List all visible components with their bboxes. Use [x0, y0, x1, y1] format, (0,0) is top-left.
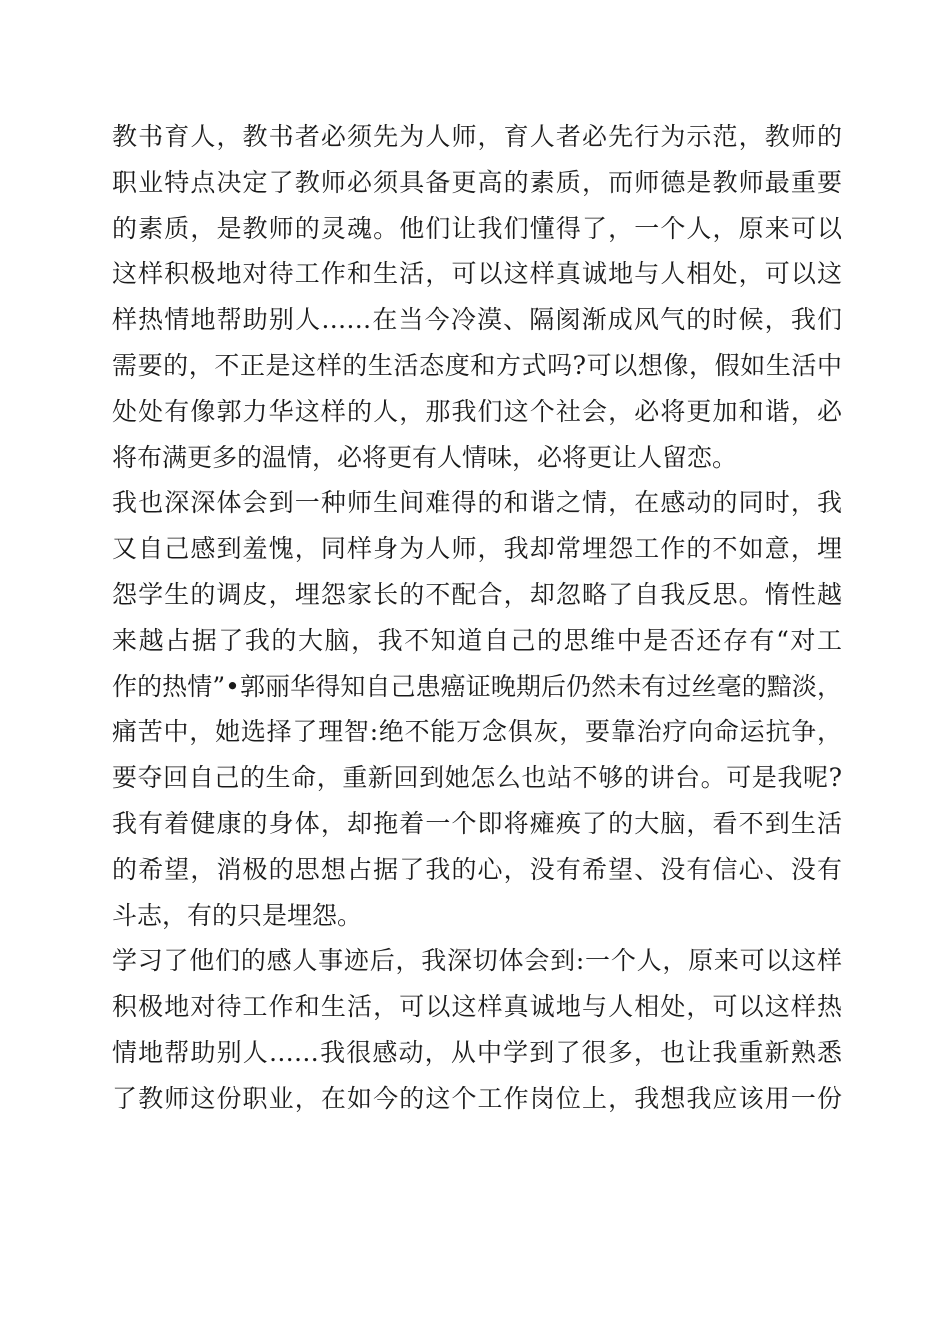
text-line: 我也深深体会到一种师生间难得的和谐之情，在感动的同时，我	[112, 488, 842, 518]
text-line: 的希望，消极的思想占据了我的心，没有希望、没有信心、没有	[112, 854, 842, 884]
text-line: 将布满更多的温情，必将更有人情味，必将更让人留恋。	[112, 442, 738, 472]
text-line: 需要的，不正是这样的生活态度和方式吗?可以想像，假如生活中	[112, 350, 842, 380]
text-line: 这样积极地对待工作和生活，可以这样真诚地与人相处，可以这	[112, 259, 842, 289]
text-line: 样热情地帮助别人……在当今冷漠、隔阂渐成风气的时候，我们	[112, 305, 842, 335]
text-line: 的素质，是教师的灵魂。他们让我们懂得了，一个人，原来可以	[112, 213, 842, 243]
text-line: 又自己感到羞愧，同样身为人师，我却常埋怨工作的不如意，埋	[112, 534, 842, 564]
text-line: 处处有像郭力华这样的人，那我们这个社会，必将更加和谐，必	[112, 396, 842, 426]
text-line: 积极地对待工作和生活，可以这样真诚地与人相处，可以这样热	[112, 992, 842, 1022]
text-line: 我有着健康的身体，却拖着一个即将瘫痪了的大脑，看不到生活	[112, 808, 842, 838]
body-text	[112, 114, 842, 1122]
text-line: 来越占据了我的大脑，我不知道自己的思维中是否还存有“对工	[112, 625, 842, 655]
text-line: 痛苦中，她选择了理智:绝不能万念俱灰，要靠治疗向命运抗争，	[112, 717, 842, 747]
text-line: 斗志，有的只是埋怨。	[112, 900, 363, 930]
text-line: 情地帮助别人……我很感动，从中学到了很多，也让我重新熟悉	[112, 1037, 842, 1067]
text-line: 作的热情”•郭丽华得知自己患癌证晚期后仍然未有过丝毫的黯淡，	[112, 671, 842, 701]
text-line: 了教师这份职业，在如今的这个工作岗位上，我想我应该用一份	[112, 1083, 842, 1113]
text-line: 怨学生的调皮，埋怨家长的不配合，却忽略了自我反思。惰性越	[112, 579, 842, 609]
text-line: 教书育人，教书者必须先为人师，育人者必先行为示范，教师的	[112, 122, 842, 151]
text-line: 职业特点决定了教师必须具备更高的素质，而师德是教师最重要	[112, 167, 842, 197]
text-line: 要夺回自己的生命，重新回到她怎么也站不够的讲台。可是我呢?	[112, 763, 842, 793]
text-line: 学习了他们的感人事迹后，我深切体会到:一个人，原来可以这样	[112, 946, 842, 976]
